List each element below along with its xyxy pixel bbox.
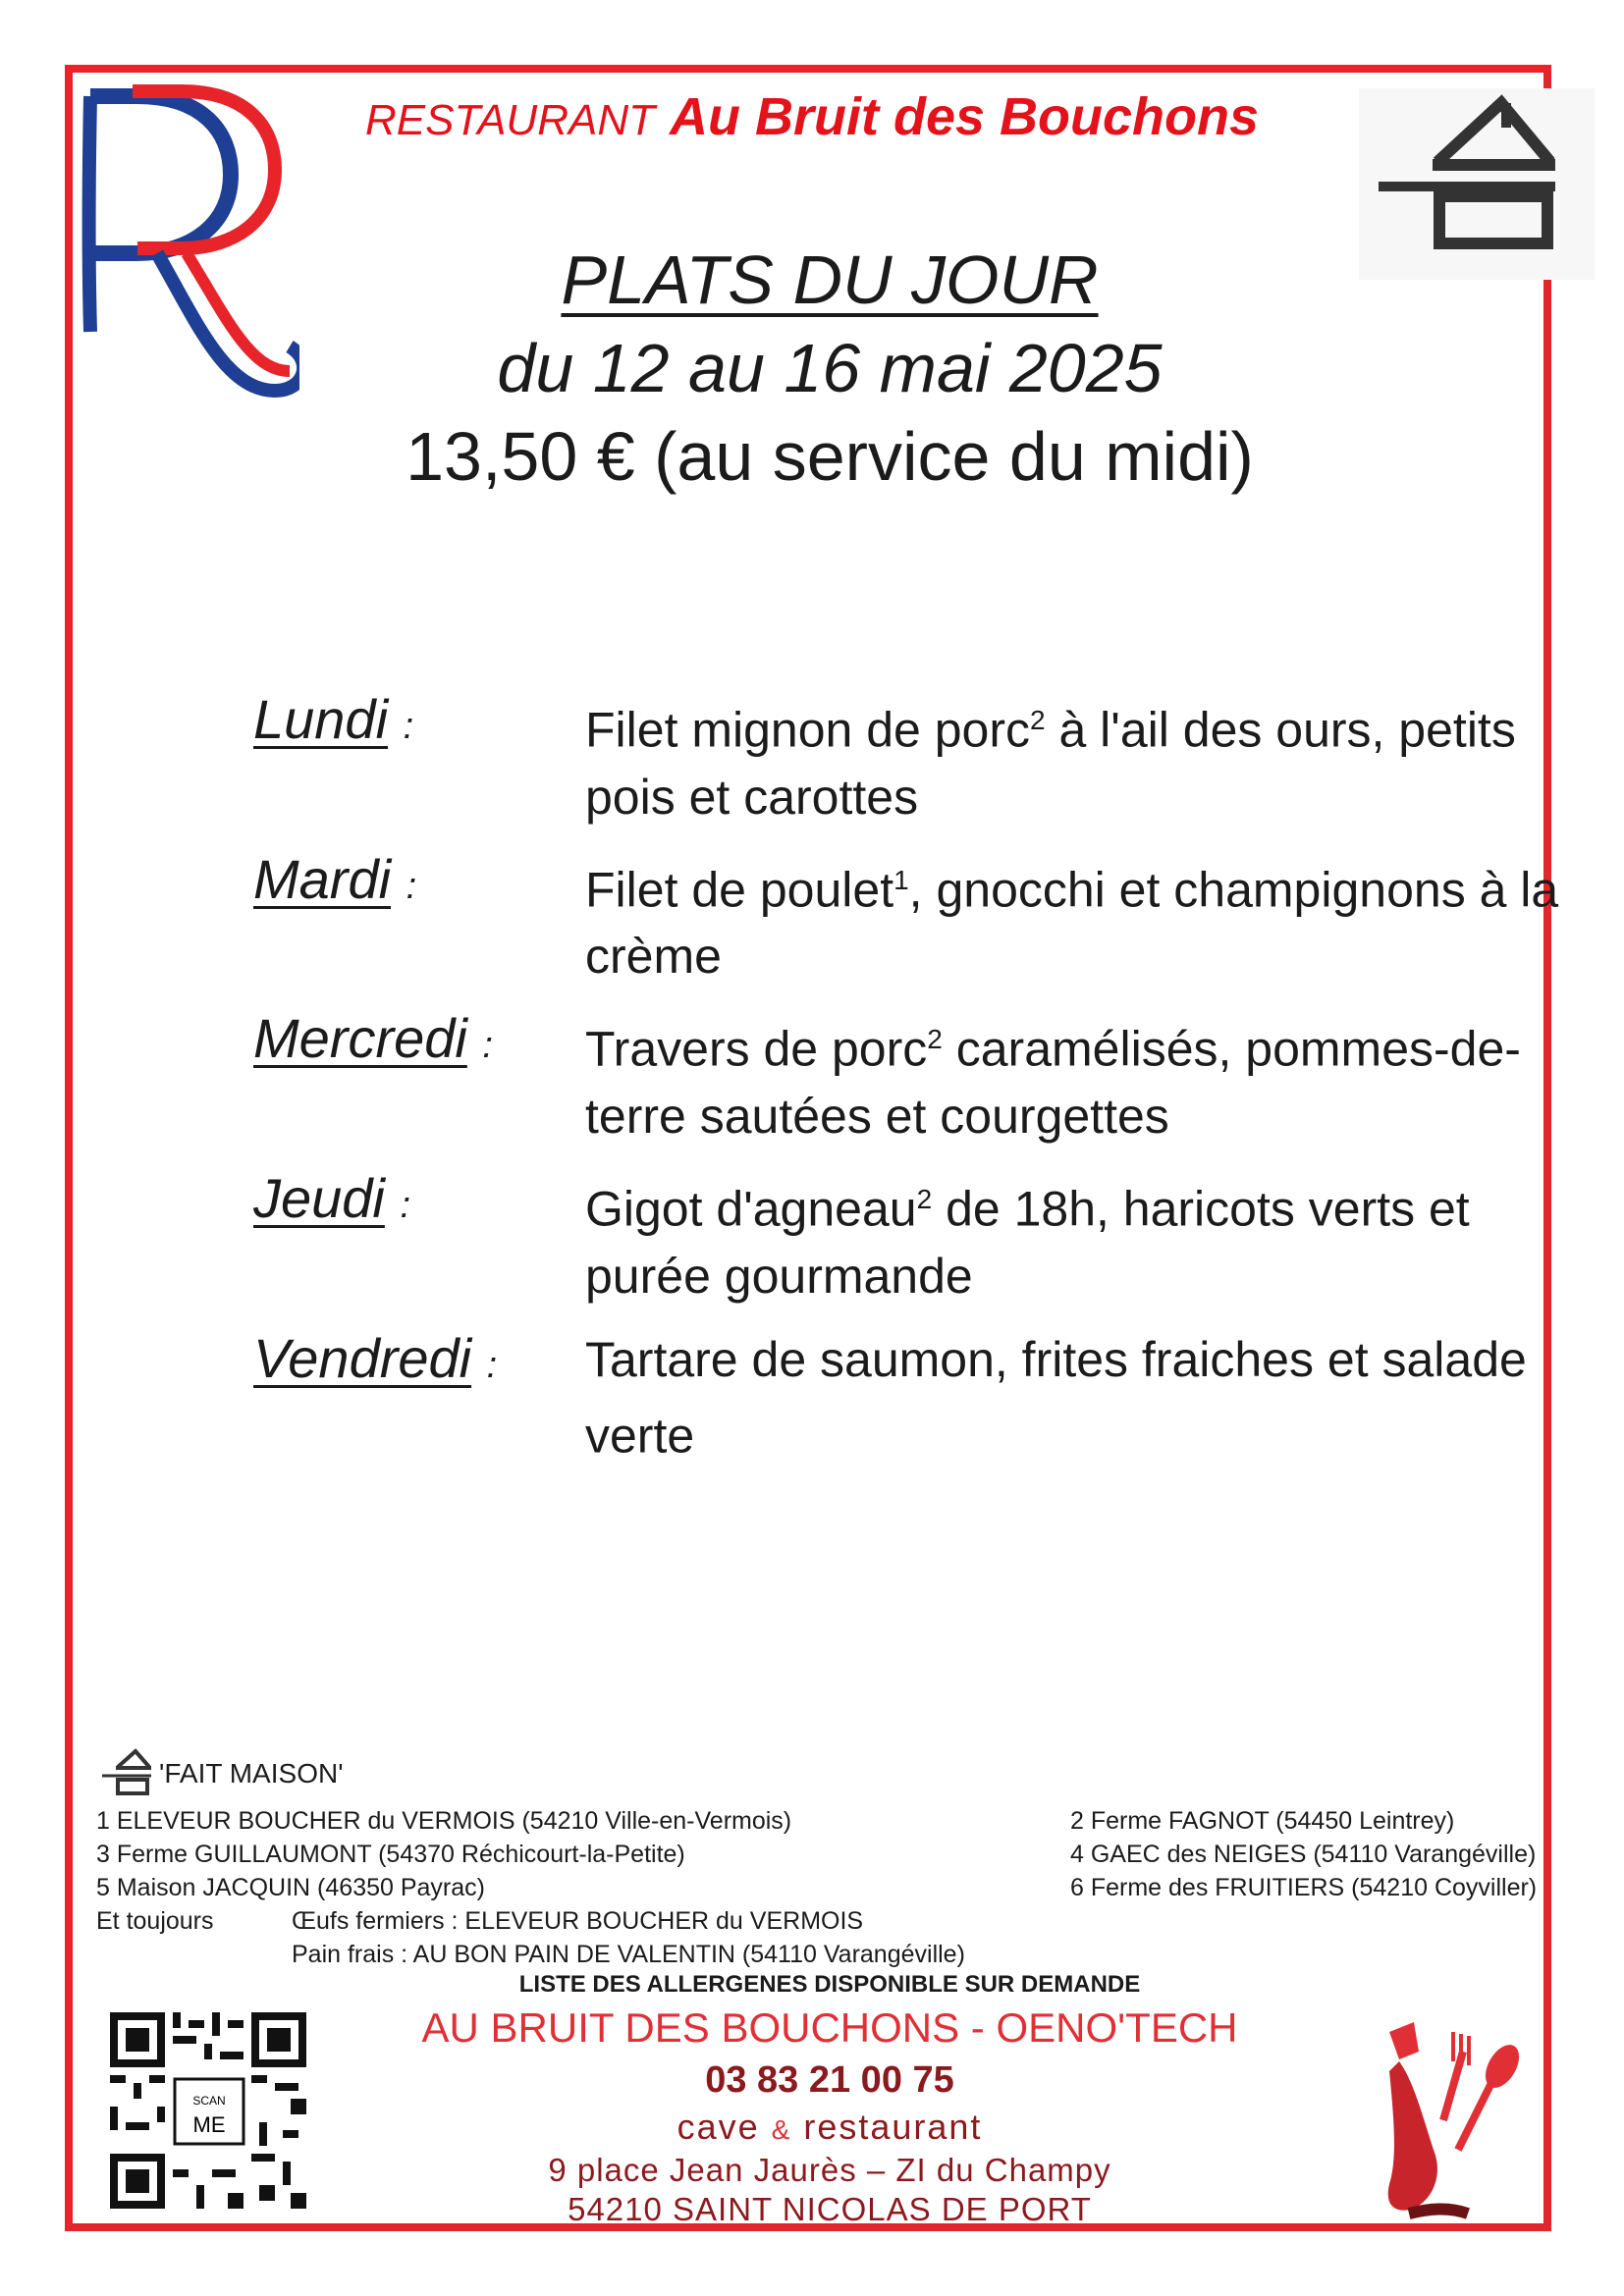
day-colon: : — [482, 1025, 493, 1067]
oenotech-logo — [1360, 2012, 1527, 2223]
fait-maison-note — [100, 1745, 344, 1802]
menu-row-mardi — [253, 847, 1559, 990]
menu-list — [253, 687, 1559, 1485]
origin-ref: 2 — [916, 1183, 933, 1214]
ampersand: & — [771, 2114, 792, 2145]
menu-row-lundi — [253, 687, 1559, 830]
dish-part: à l'ail des ours, petits pois et carottes — [585, 702, 1516, 825]
supplier-item: 2 Ferme FAGNOT (54450 Leintrey) — [1070, 1807, 1455, 1835]
eggs-supplier: Œufs fermiers : ELEVEUR BOUCHER du VERMOIS — [292, 1907, 864, 1935]
business-name: AU BRUIT DES BOUCHONS - OENO'TECH — [421, 2004, 1238, 2051]
day-name: Lundi — [253, 688, 389, 750]
et-toujours: Et toujours — [96, 1907, 214, 1935]
supplier-item: 3 Ferme GUILLAUMONT (54370 Réchicourt-la-Petite) — [96, 1841, 685, 1868]
supplier-item: 4 GAEC des NEIGES (54110 Varangéville) — [1070, 1841, 1537, 1868]
day-name: Mercredi — [253, 1007, 467, 1070]
dish-text — [585, 1166, 1559, 1309]
supplier-item: 5 Maison JACQUIN (46350 Payrac) — [96, 1874, 485, 1901]
restaurant-heading — [0, 86, 1624, 147]
menu-row-vendredi — [253, 1326, 1559, 1469]
suppliers-left — [96, 1804, 791, 1904]
price: 13,50 € (au service du midi) — [406, 418, 1254, 495]
day-colon: : — [406, 865, 417, 907]
dish-part: Filet mignon de porc — [585, 702, 1031, 758]
dish-part: Tartare de saumon, frites fraiches et salade verte — [585, 1331, 1527, 1464]
supplier-item: 1 ELEVEUR BOUCHER du VERMOIS (54210 Ville-en-Vermois) — [96, 1807, 792, 1835]
day-label — [253, 1326, 585, 1469]
day-name: Vendredi — [253, 1326, 472, 1389]
cave-label: cave — [677, 2107, 760, 2147]
day-label — [253, 1166, 585, 1309]
restaurant-prefix: RESTAURANT — [364, 96, 655, 144]
qr-scan-label: SCAN — [192, 2094, 226, 2108]
fait-maison-label: 'FAIT MAISON' — [159, 1758, 344, 1789]
restaurant-name: Au Bruit des Bouchons — [669, 87, 1259, 146]
origin-ref: 2 — [927, 1024, 943, 1055]
day-label — [253, 1006, 585, 1149]
date-range: du 12 au 16 mai 2025 — [497, 330, 1163, 406]
dish-part: de 18h, haricots verts et purée gourmande — [585, 1181, 1470, 1304]
allergens-note: LISTE DES ALLERGENES DISPONIBLE SUR DEMANDE — [518, 1971, 1141, 1998]
dish-part: caramélisés, pommes-de-terre sautées et courgettes — [585, 1021, 1521, 1144]
day-label — [253, 847, 585, 990]
day-colon: : — [403, 706, 414, 747]
bread-supplier: Pain frais : AU BON PAIN DE VALENTIN (54110 Varangéville) — [292, 1941, 965, 1968]
supplier-item: 6 Ferme des FRUITIERS (54210 Coyviller) — [1070, 1874, 1538, 1901]
day-label — [253, 687, 585, 830]
day-colon: : — [400, 1184, 410, 1226]
address-street: 9 place Jean Jaurès – ZI du Champy — [548, 2152, 1111, 2188]
dish-part: , gnocchi et champignons à la crème — [585, 862, 1559, 985]
house-icon — [100, 1745, 155, 1802]
qr-code[interactable] — [110, 2012, 306, 2209]
qr-me-label: ME — [192, 2112, 226, 2137]
dish-text — [585, 1006, 1559, 1149]
phone-number: 03 83 21 00 75 — [705, 2059, 954, 2101]
day-name: Jeudi — [253, 1166, 385, 1229]
dish-part: Gigot d'agneau — [585, 1181, 917, 1237]
dish-text — [585, 847, 1559, 990]
origin-ref: 2 — [1030, 705, 1046, 735]
dish-part: Travers de porc — [585, 1021, 928, 1077]
extra-suppliers — [292, 1904, 965, 1971]
address-city: 54210 SAINT NICOLAS DE PORT — [568, 2191, 1092, 2227]
dish-part: Filet de poulet — [585, 862, 894, 918]
page-title: PLATS DU JOUR — [561, 241, 1099, 318]
restaurant-label: restaurant — [803, 2107, 983, 2147]
day-colon: : — [486, 1344, 498, 1386]
dish-text — [585, 687, 1559, 830]
suppliers-right — [1070, 1804, 1537, 1904]
origin-ref: 1 — [893, 864, 909, 895]
menu-row-jeudi — [253, 1166, 1559, 1309]
dish-text — [585, 1326, 1559, 1469]
menu-row-mercredi — [253, 1006, 1559, 1149]
day-name: Mardi — [253, 847, 392, 910]
